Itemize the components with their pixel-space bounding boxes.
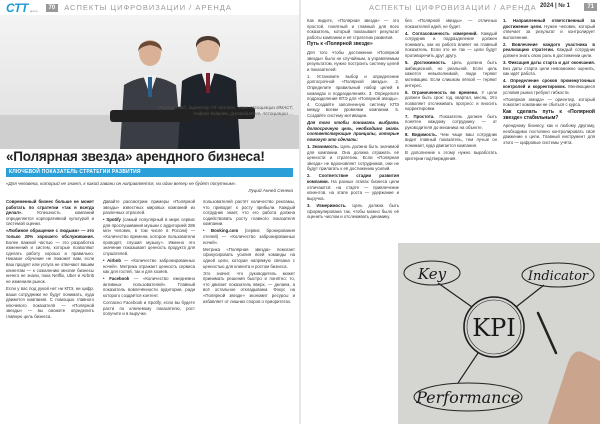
body-text: пользователей растёт количество рекламы, что приводит к росту прибыли. Каждый сотрудник знает, что его работа должна содействовать росту главного показателя компании. bbox=[203, 199, 295, 227]
body-text: Это значит, что руководитель может принимать решения быстро и понятно: то, что двигает показатель вверх, — делаем, а всё остальное откладываем. Фокус на «Полярной звезде» экономит ресурсы и избавляет от лишних споров о приоритетах. bbox=[203, 270, 295, 304]
paragraph bbox=[307, 74, 399, 119]
body-text: «Полярная звезда» — ориентир, который помогает компании не сбиться с курса. bbox=[503, 96, 595, 108]
lead-text: 1. Значимость. bbox=[307, 143, 339, 149]
paragraph bbox=[503, 123, 595, 145]
paragraph bbox=[103, 300, 195, 317]
indicator-word: Indicator bbox=[527, 269, 589, 284]
lead-text: 7. Простота. bbox=[405, 113, 435, 119]
paragraph bbox=[103, 276, 195, 298]
body-text: (самый популярный в мире сервис для прослушивания музыки с аудиторией 286 млн человек, в том числе в России) — «Количество времени, которое пользователи проводят, слушая музыку». Именно это значение показывает ценность продукта для слушателей. bbox=[103, 217, 195, 256]
paragraph bbox=[203, 271, 295, 305]
right-page bbox=[301, 0, 600, 424]
subheading: Путь к «Полярной звезде» bbox=[307, 41, 373, 48]
lead-text: 5. Достижимость. bbox=[405, 60, 447, 66]
paragraph bbox=[203, 199, 295, 227]
lead-text: 8. Видимость. bbox=[405, 131, 438, 137]
body-text: Цель должна быть сформулирована так, чтобы можно было её оценить числом и отслеживать динамику. bbox=[307, 202, 399, 220]
body-text: Каждый сотрудник должен знать свою роль в достижении цели. bbox=[503, 47, 595, 59]
kpi-diagram bbox=[398, 243, 600, 424]
body-text: В дополнение к этому нужно выработать критерии подтверждения. bbox=[405, 150, 497, 161]
epigraph-quote: «Для человека, который не знает, к какой гавани он направляется, ни один ветер не будет попутным». bbox=[6, 181, 237, 186]
paragraph bbox=[503, 60, 595, 77]
body-text: Давайте рассмотрим примеры «Полярной звезды» известных мировых компаний из различных отраслей. bbox=[103, 199, 195, 216]
paragraph bbox=[405, 18, 497, 29]
performance-word: Performance bbox=[416, 388, 520, 407]
lead-text: • Spotify bbox=[103, 217, 121, 223]
paragraph bbox=[6, 286, 94, 320]
left-column-2 bbox=[103, 199, 195, 421]
key-word: Key bbox=[417, 265, 447, 283]
paragraph bbox=[307, 203, 399, 220]
left-page-number: 70 bbox=[46, 4, 59, 12]
paragraph bbox=[6, 228, 94, 284]
paragraph bbox=[103, 217, 195, 256]
paragraph bbox=[307, 50, 399, 72]
paragraph bbox=[503, 42, 595, 59]
lead-text: 2. Вовлечение каждого участника в реализацию стратегии. bbox=[503, 41, 595, 53]
paragraph bbox=[405, 31, 497, 59]
paragraph bbox=[405, 60, 497, 88]
right-page-number: 71 bbox=[584, 3, 597, 11]
body-text: Каждый сотрудник и подразделение должен понимать, как их работа влияет на главный показатель. Если это не так — цели будут противоречить друг другу. bbox=[405, 30, 497, 59]
brand-logo: CTT bbox=[6, 0, 28, 15]
lead-text: • Facebook bbox=[103, 276, 130, 282]
body-text: Более важной частью — это разработка изменений и систем, которые позволяют сделать работу хорошо и правильно. Никакое обучение не поможет вам, если ваш продукт или услуга не отвечают вашим клиентам — к сожалению многие бизнесы ничего не знали, пока Netflix, Uber и Airbnb не изменили рынок. bbox=[6, 239, 94, 284]
paragraph bbox=[203, 228, 295, 245]
lead-text: 6. Ограниченность во времени. bbox=[405, 89, 479, 95]
left-page bbox=[0, 0, 299, 424]
body-text: Если у вас под рукой нет ни КПЭ, ни цифр, ваши сотрудники не будут понимать, куда движется компания. С помощью главного ключевого показателя — «Полярной звезды» — вы сможете определить главную цель бизнеса. bbox=[6, 285, 94, 319]
body-text: 1. Установите выбор и определение долгосрочной «Полярной звезды». 2. Определите правильный набор целей в командах и подразделениях. 3. Определите подразделения КПЭ для «Полярной звезды». 4. Создайте заполненную систему КПЭ между всеми уровнями компании. 5. Создайте систему мотивации. bbox=[307, 73, 399, 118]
body-text: Чем чаще ваш сотрудник видит главный показатель, тем лучше он понимает, куда двигается компания. bbox=[405, 131, 497, 148]
brand-logo-sub: group bbox=[29, 8, 38, 13]
left-column-1 bbox=[6, 199, 94, 421]
paragraph bbox=[503, 18, 595, 40]
body-text: Нужен человек, который отвечает за результат и контролирует выполнение. bbox=[503, 23, 595, 40]
paragraph bbox=[103, 258, 195, 275]
paragraph bbox=[503, 110, 595, 121]
body-text: — «Количество забронированных ночей». Метрика отражает ценность сервиса как для гостей, так и для хозяев. bbox=[103, 257, 195, 275]
subheading: Как сделать путь к «Полярной звезде» стабильным? bbox=[503, 108, 595, 121]
body-text: Для того чтобы достижение «Полярной звезды» было не случайным, а управляемым результатом, нужно построить систему целей и показателей: bbox=[307, 49, 399, 72]
paragraph bbox=[307, 144, 399, 172]
paragraph bbox=[503, 97, 595, 108]
lead-text: Современный бизнес больше не может работать по стратегии «так я всегда делал». bbox=[6, 199, 94, 216]
issue-label: 2024 | № 1 bbox=[539, 3, 570, 9]
lead-text: 4. Определение сроков промежуточных контролей и корректировок. bbox=[503, 78, 595, 90]
right-section-title: АСПЕКТЫ ЦИФРОВИЗАЦИИ / АРЕНДА bbox=[369, 3, 537, 12]
paragraph bbox=[405, 150, 497, 161]
lead-text: 2. Соответствие стадии развития компании. bbox=[307, 173, 399, 185]
body-text: — «Количество ежедневно активных пользователей». Главный показатель вовлечённости аудитории, ради которого создаётся контент. bbox=[103, 276, 195, 298]
body-text: Как видите, «Полярная звезда» — это простой, понятный и главный для всех показатель, который показывает результат работы компании и её стратегию развития. bbox=[307, 18, 399, 40]
body-text: без «Полярной звезды» — отличных показателей идей, не будет. bbox=[405, 18, 497, 29]
body-text: Метрика «Полярная звезда» помогает сфокусировать усилия всей команды на одной цели, которая напрямую связана с ценностью для клиента и ростом бизнеса. bbox=[203, 246, 295, 269]
left-header bbox=[0, 0, 299, 15]
paragraph bbox=[405, 90, 497, 112]
left-section-title: АСПЕКТЫ ЦИФРОВИЗАЦИИ / АРЕНДА bbox=[64, 3, 232, 12]
body-text: У цели должен быть срок: год, квартал, месяц. Это позволяет отслеживать прогресс и вносить корректировки. bbox=[405, 89, 497, 112]
left-column-3 bbox=[203, 199, 295, 421]
right-column-2 bbox=[405, 18, 497, 242]
paragraph bbox=[503, 78, 595, 95]
photo-illustration bbox=[0, 15, 299, 149]
paragraph bbox=[405, 114, 497, 131]
body-text: Цель должна быть значимой для компании. Она должна отражать её ценности и стратегию. Если «Полярная звезда» не вдохновляет сотрудников, они не будут прилагать к её достижению усилий. bbox=[307, 143, 399, 172]
paragraph bbox=[203, 247, 295, 269]
paragraph bbox=[307, 120, 399, 142]
body-text: На разных этапах бизнеса цели отличаются: на старте — привлечение клиентов, на этапе роста — удержание и выручка. bbox=[307, 179, 399, 201]
photo-caption: Руслан Гайд, директор ГК «Бэлла», член Ассоциации ИМАСТ, Андрей Ковалёв, руководитель Ассоциации ... bbox=[159, 105, 293, 116]
right-column-1 bbox=[307, 18, 399, 422]
body-text: Показатель должен быть понятен каждому сотруднику — от руководителя до механика на объекте. bbox=[405, 113, 497, 130]
body-text: Цель должна быть амбициозной, но реальной. Если цель кажется невыполнимой, люди теряют мотивацию. Если слишком лёгкой — теряют интерес. bbox=[405, 60, 497, 88]
body-text: Согласно Facebook и Spotify, если вы будете расти по ключевому показателю, рост получите и в выручке. bbox=[103, 300, 195, 317]
paragraph bbox=[307, 42, 399, 48]
article-title: «Полярная звезда» арендного бизнеса! bbox=[6, 149, 265, 164]
lead-text: Для того чтобы понимать выбрать долгосрочную цель, необходимо знать соответствующие принципы, которые помогут это сделать: bbox=[307, 120, 399, 142]
lead-text: 3. Фиксация даты старта и дат окончания. bbox=[503, 60, 595, 66]
kpi-word: KPI bbox=[472, 314, 516, 342]
paragraph bbox=[307, 18, 399, 40]
body-text: Арендному бизнесу, как и любому другому, необходимо постоянно контролировать своё движение к цели. Главный инструмент для этого — цифровые системы учёта. bbox=[503, 123, 595, 145]
paragraph bbox=[405, 132, 497, 149]
article-photo bbox=[0, 15, 299, 149]
lead-text: • Booking.com bbox=[203, 228, 239, 234]
body-text: Успешность компаний определяется корпоративной культурой и системой оценки. bbox=[6, 210, 94, 227]
lead-text: • Airbnb bbox=[103, 257, 122, 263]
lead-text: 1. Направленный ответственный за достижение цели. bbox=[503, 18, 595, 29]
lead-text: «Любимое обращение с людьми» — это только 20% хорошего обслуживания. bbox=[6, 228, 94, 240]
article-subtitle-bar: КЛЮЧЕВОЙ ПОКАЗАТЕЛЬ СТРАТЕГИИ РАЗВИТИЯ bbox=[6, 168, 293, 177]
body-text: Меняющиеся условия рынка требуют гибкости. bbox=[503, 84, 595, 95]
paragraph bbox=[307, 173, 399, 201]
lead-text: 3. Измеримость. bbox=[307, 202, 347, 208]
right-column-3 bbox=[503, 18, 595, 242]
paragraph bbox=[6, 199, 94, 227]
lead-text: 4. Согласованность измерений. bbox=[405, 30, 478, 36]
kpi-illustration bbox=[398, 243, 600, 424]
paragraph bbox=[103, 199, 195, 216]
epigraph-author: Луций Анней Сенека bbox=[248, 188, 293, 193]
body-text: Без даты старта цели невозможно оценить, как идёт работа. bbox=[503, 65, 595, 77]
body-text: (сервис бронирования отелей) — «Количество забронированных ночей». bbox=[203, 228, 295, 245]
